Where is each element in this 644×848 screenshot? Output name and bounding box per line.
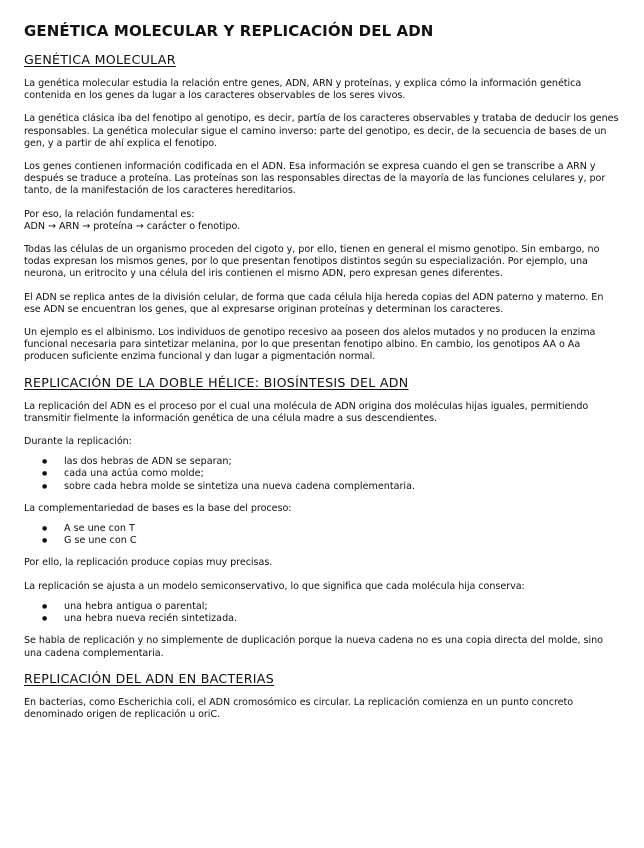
semiconservative-list: [24, 601, 622, 625]
list-item: ● una hebra nueva recién sintetizada.: [24, 613, 622, 625]
relation-formula: ADN → ARN → proteína → carácter o fenotipo.: [24, 220, 241, 232]
list-item: ● sobre cada hebra molde se sintetiza una nueva cadena complementaria.: [24, 481, 622, 493]
list-item: ● una hebra antigua o parental;: [24, 601, 622, 613]
paragraph: Por ello, la replicación produce copias muy precisas.: [24, 557, 273, 569]
paragraph: El ADN se replica antes de la división celular, de forma que cada célula hija hereda copias del ADN paterno y materno. En ese ADN se encuentran los genes, que al expresarse originan proteínas y determinan los caracteres.: [24, 291, 604, 315]
list-item: ● cada una actúa como molde;: [24, 468, 622, 480]
section-genetica-molecular: [24, 52, 622, 364]
section-heading: REPLICACIÓN DEL ADN EN BACTERIAS: [24, 670, 275, 686]
paragraph: Un ejemplo es el albinismo. Los individuos de genotipo recesivo aa poseen dos alelos mutados y no producen la enzima funcional necesaria para sintetizar melanina, por lo que presentan fenotipo albino. En cambio, los genotipos AA o Aa producen suficiente enzima funcional y dan lugar a pigmentación normal.: [24, 327, 596, 363]
paragraph: Durante la replicación:: [24, 436, 132, 448]
paragraph: La replicación del ADN es el proceso por el cual una molécula de ADN origina dos moléculas hijas iguales, permitiendo transmitir fielmente la información genética de una célula madre a sus descendientes.: [24, 400, 589, 424]
paragraph: La genética molecular estudia la relación entre genes, ADN, ARN y proteínas, y explica cómo la información genética contenida en los genes da lugar a los caracteres observables de los seres vivos.: [24, 78, 582, 102]
paragraph: Todas las células de un organismo proceden del cigoto y, por ello, tienen en general el mismo genotipo. Sin embargo, no todas expresan los mismos genes, por lo que presentan fenotipos distintos según su especialización. Por ejemplo, una neurona, un eritrocito y una célula del iris contienen el mismo ADN, pero expresan genes diferentes.: [24, 244, 600, 280]
paragraph: La replicación se ajusta a un modelo semiconservativo, lo que significa que cada molécula hija conserva:: [24, 580, 525, 592]
base-pairing-list: [24, 523, 622, 547]
section-replicacion-doble-helice: [24, 375, 622, 660]
paragraph: Los genes contienen información codificada en el ADN. Esa información se expresa cuando el gen se transcribe a ARN y después se traduce a proteína. Las proteínas son las responsables directas de la mayoría de las funciones celulares y, por tanto, de la manifestación de los caracteres hereditarios.: [24, 161, 606, 197]
section-heading: REPLICACIÓN DE LA DOBLE HÉLICE: BIOSÍNTESIS DEL ADN: [24, 374, 409, 390]
list-item: ● A se une con T: [24, 523, 622, 535]
page-title: GENÉTICA MOLECULAR Y REPLICACIÓN DEL ADN: [24, 22, 434, 40]
paragraph: La genética clásica iba del fenotipo al genotipo, es decir, partía de los caracteres observables y trataba de deducir los genes responsables. La genética molecular sigue el camino inverso: parte del genotipo, es decir, de la secuencia de bases de un gen, y a partir de ahí explica el fenotipo.: [24, 113, 619, 149]
paragraph: Se habla de replicación y no simplemente de duplicación porque la nueva cadena no es una copia directa del molde, sino una cadena complementaria.: [24, 635, 603, 659]
paragraph: En bacterias, como Escherichia coli, el ADN cromosómico es circular. La replicación comienza en un punto concreto denominado origen de replicación u oriC.: [24, 696, 574, 720]
paragraph: La complementariedad de bases es la base del proceso:: [24, 502, 292, 514]
replication-steps-list: [24, 456, 622, 493]
list-item: ● las dos hebras de ADN se separan;: [24, 456, 622, 468]
relation-intro: Por eso, la relación fundamental es:: [24, 208, 195, 220]
paragraph-relation: [24, 209, 622, 233]
list-item: ● G se une con C: [24, 535, 622, 547]
section-replicacion-bacterias: [24, 671, 622, 721]
section-heading: GENÉTICA MOLECULAR: [24, 52, 176, 67]
